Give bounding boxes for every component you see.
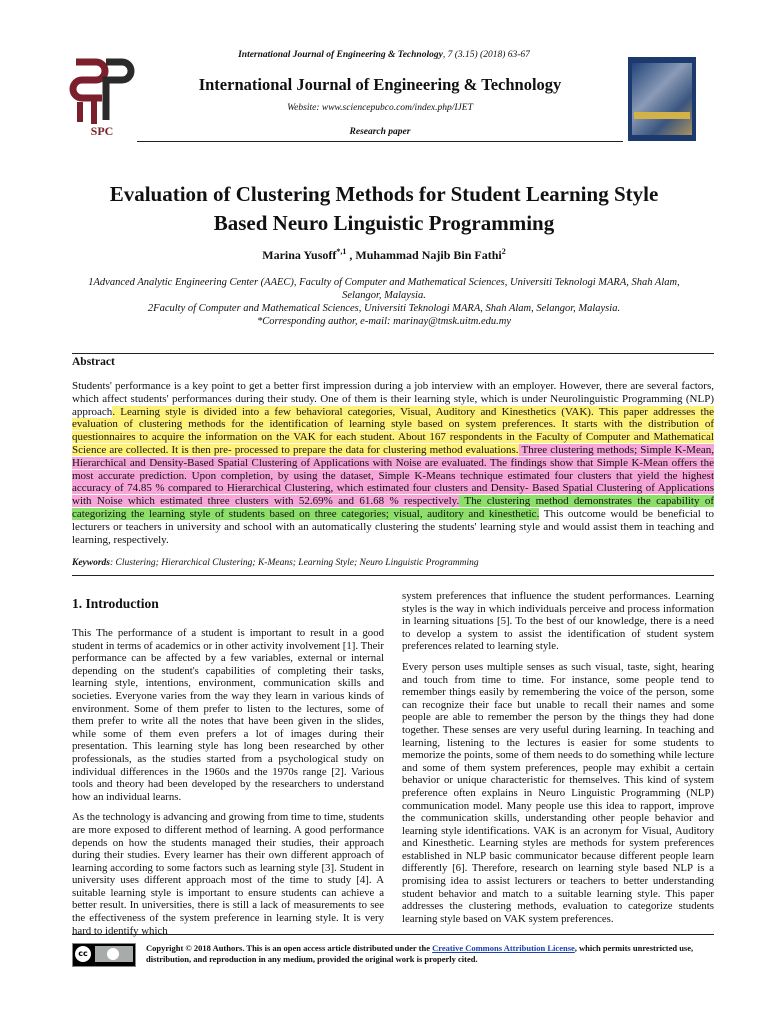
corresponding-author: *Corresponding author, e-mail: marinay@tmsk.uitm.edu.my (257, 316, 511, 327)
paragraph: As the technology is advancing and growing from time to time, students are more exposed to different method of learning. A good performance depends on how the students managed their studies, their approach during their studies. Every learner has their own different approach of learning according to some factors such as learning style [3]. Student in university uses different approach most of the time to study [4]. A suitable learning style is important to ensure students can achieve a better result. In universities, there is still a lack of measurements to see the effectiveness of the system preference in learning style. It is very hard to identify which (72, 811, 384, 937)
abstract-highlight-yellow: . Learning style is divided into a few behavioral categories, Visual, Auditory and Kinesthetics (VAK). This paper addresses the evaluation of clustering methods for the identification of learning style based on system preferences. It starts with the distribution of questionnaires to acquire the information on the VAK for each student. About 167 respondents in the Faculty of Computer and Mathematical Science are collected. It is then pre- processed to prepare the data for clustering method evaluations. (72, 405, 714, 456)
copyright-notice: Copyright © 2018 Authors. This is an open access article distributed under the Creative Commons Attribution License, which permits unrestricted use, distribution, and reproduction in any medium, provided the original work is properly cited. (146, 943, 694, 964)
affiliations (80, 276, 688, 328)
abstract-highlight-pink: Three clustering methods; Simple K-Mean, Hierarchical and Density-Based Spatial Clustering of Applications with Noise are evaluated. The findings show that Simple K-Mean offers the most accurate prediction. Upon completion, by using the dataset, Simple K-Means technique estimated four clusters that yield the highest accuracy of 74.85 % compared to Hierarchical Clustering, which estimated four clusters and Density- Based Spatial Clustering of Applications with Noise which estimated three clusters with 52.69% and 61.68 % respectively. (72, 443, 714, 508)
paper-title (60, 180, 708, 238)
paragraph: Every person uses multiple senses as such visual, taste, sight, hearing and touch from time to time. For instance, some people tend to remember things easily by remembering the voice of the person, some can recognize their face but unable to recall their names and some people are able to remember the person by the things they had done together. These senses are very useful during learning. In teaching and learning, listening to the lectures is easier for some students to memorize the points, some of them needs to do something while lecture and some of them system preferences, people may exhibit a certain behavior or unique characteristic for themselves. This kind of system preference often explains in Neuro Linguistic Programming (NLP) communication model. Many people use this idea to rapport, improve the communication skills, understanding other people behavior and learning style identifications. VAK is an acronym for Visual, Auditory and Kinesthetic. Learning styles are methods for system preferences established in NLP basic communicator because different people learn differently [6]. Therefore, research on learning style based NLP is a promising idea to assist lecturers or teachers to better understanding student behavior and match to a suitable learning style. This paper addresses the clustering methods, evaluation to categorize students learning style based on VAK system preferences. (402, 660, 714, 925)
paper-title-line-2: Based Neuro Linguistic Programming (213, 211, 555, 235)
left-column (72, 627, 384, 945)
journal-website: Website: www.sciencepubco.com/index.php/IJET (287, 103, 473, 113)
paper-type: Research paper (349, 127, 411, 137)
license-link[interactable]: Creative Commons Attribution License (432, 943, 575, 953)
by-icon (95, 946, 133, 962)
cc-license-badge[interactable] (72, 943, 136, 967)
right-column (402, 590, 714, 933)
cc-icon: cc (75, 946, 91, 962)
journal-citation: International Journal of Engineering & Technology, 7 (3.15) (2018) 63-67 (238, 50, 530, 60)
cover-art (632, 63, 692, 135)
authors: Marina Yusoff$^{*,1}$ , Muhammad Najib Bin Fathi$^2$ (262, 247, 506, 262)
abstract-body (72, 380, 714, 546)
journal-cover-image (628, 57, 696, 141)
affiliation-1: 1Advanced Analytic Engineering Center (AAEC), Faculty of Computer and Mathematical Sciences, Universiti Teknologi MARA, Shah Alam, Selangor, Malaysia. (88, 277, 680, 301)
logo-text: SPC (90, 124, 114, 138)
abstract-heading: Abstract (72, 356, 115, 368)
abstract-text-end: This outcome would be beneficial to lecturers or teachers in university and school with an automatically clustering the students' learning style and would assist them in teaching and learning, respectively. (72, 507, 714, 546)
abstract-highlight-green: The clustering method demonstrates the capability of categorizing the learning style of students based on three categories; visual, auditory and kinesthetic. (72, 495, 715, 520)
keywords: Keywords: Clustering; Hierarchical Clustering; K-Means; Learning Style; Neuro Linguistic Programming (72, 558, 479, 568)
publisher-logo (68, 52, 136, 140)
abstract-top-divider (72, 353, 714, 354)
paragraph: This The performance of a student is important to result in a good student in terms of academics or in other activity involvement [1]. Their performance can be affected by a few variables, external or internal depending on the student's capabilities of completing their tasks, learning style, intentions, environment, communication skills and societies. Everyone varies from the way they learn in various kinds of environment. Some of them prefer to listen to the lectures, some of them prefer to write all the notes that have been given in the slides, while some of them even prefers a lot of images during their presentation. This learning style has long been researched by other professionals, as the studies started from a psychological study on individual differences in the 1960s and the 1970s range [2]. Various tools and theory had been developed by the researchers to understand how an individual learns. (72, 627, 384, 803)
footer-divider (72, 934, 714, 935)
cover-label (634, 112, 690, 119)
header-divider (137, 141, 623, 142)
paper-title-line-1: Evaluation of Clustering Methods for Student Learning Style (109, 182, 659, 206)
abstract-bottom-divider (72, 575, 714, 576)
affiliation-2: 2Faculty of Computer and Mathematical Sciences, Universiti Teknologi MARA, Shah Alam, Selangor, Malaysia. (147, 303, 621, 314)
abstract-text: Students' performance is a key point to get a better first impression during a job interview with an employer. However, there are several factors, which affect students' performances during their study. One of them is their learning style, which is under Neurolinguistic Programming (NLP) approach (72, 380, 714, 418)
journal-title: International Journal of Engineering & Technology (198, 75, 562, 94)
paragraph: system preferences that influence the student performances. Learning styles is the way in which individuals perceive and process information in learning situations [5]. To the best of our knowledge, there is a need to develop a system to assist the identification of student system preferences related to learning style. (402, 590, 714, 653)
section-heading-introduction: 1. Introduction (72, 596, 159, 611)
